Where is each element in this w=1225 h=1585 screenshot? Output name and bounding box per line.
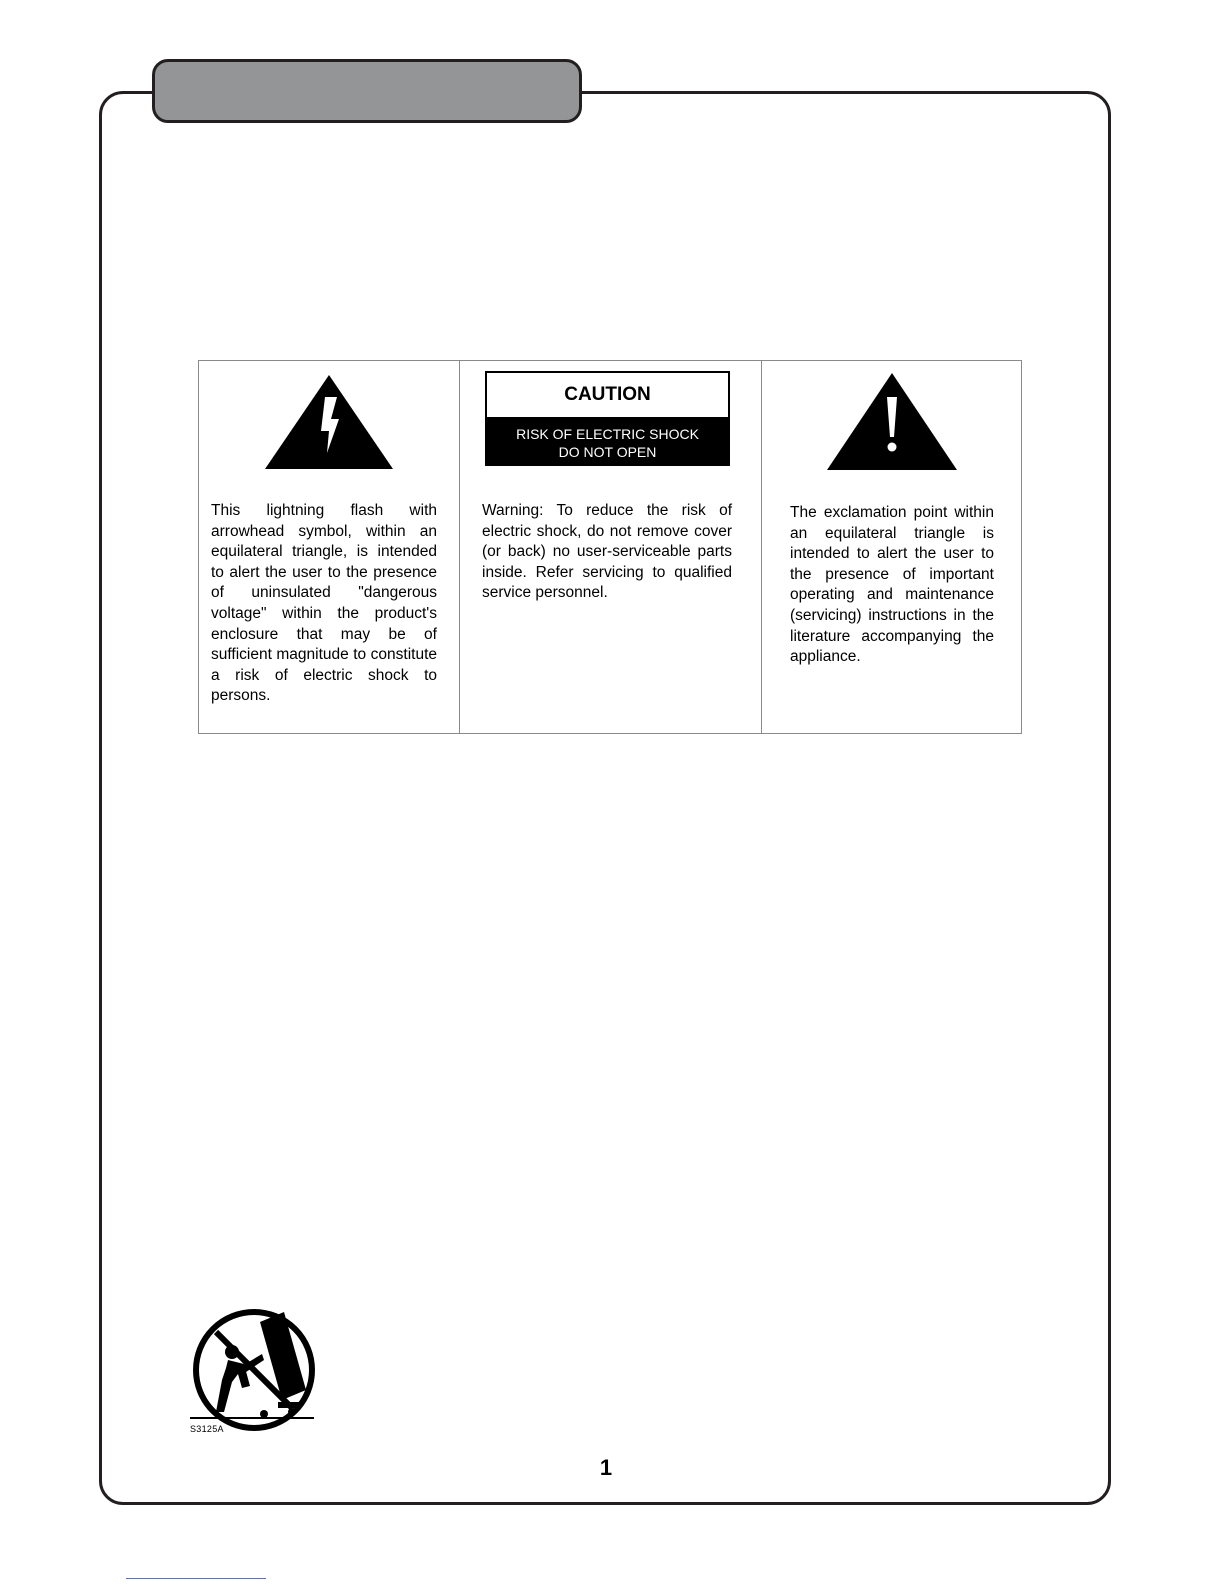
- cart-symbol-code: S3125A: [190, 1424, 224, 1434]
- caution-warning-cell: [460, 361, 762, 733]
- lightning-triangle-icon: [265, 375, 393, 469]
- exclamation-warning-text: The exclamation point within an equilateral triangle is intended to alert the user to the presence of important operating and maintenance (servicing) instructions in the literature accompanying the appliance.: [790, 504, 994, 666]
- header-tab: [152, 59, 582, 123]
- exclamation-warning-cell: [762, 361, 1021, 733]
- caution-label: [485, 371, 730, 466]
- caution-warning-text: Warning: To reduce the risk of electric shock, do not remove cover (or back) no user-serviceable parts inside. Refer servicing to qualified service personnel.: [482, 502, 732, 602]
- lightning-warning-text: This lightning flash with arrowhead symbol, within an equilateral triangle, is intended to alert the user to the presence of uninsulated "dangerous voltage" within the product's enclosure that may be of sufficient magnitude to constitute a risk of electric shock to persons.: [211, 502, 437, 705]
- lightning-warning-cell: [199, 361, 460, 733]
- exclamation-triangle-icon: [827, 373, 957, 470]
- caution-title: CAUTION: [487, 373, 728, 419]
- caution-line-1: RISK OF ELECTRIC SHOCK: [516, 426, 699, 442]
- page-frame: [99, 91, 1111, 1505]
- warning-table: [198, 360, 1022, 734]
- caution-body: [487, 419, 728, 466]
- bottom-rule: [126, 1578, 266, 1579]
- page-number: 1: [599, 1455, 613, 1480]
- cart-tip-over-icon: [188, 1308, 320, 1432]
- caution-line-2: DO NOT OPEN: [558, 444, 657, 460]
